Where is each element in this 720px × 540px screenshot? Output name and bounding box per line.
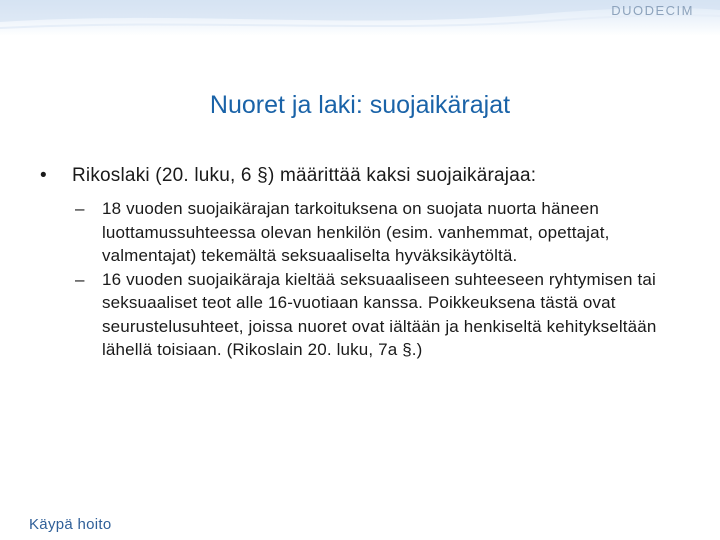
bullet-marker: •	[40, 165, 47, 186]
slide-content	[40, 162, 690, 362]
sub-bullet-item	[72, 268, 692, 362]
dash-marker: –	[75, 199, 85, 218]
kaypa-hoito-logo: Käypä hoito	[29, 516, 112, 533]
duodecim-logo: DUODECIM	[611, 3, 694, 18]
sub-bullet-list	[72, 197, 690, 362]
sub-bullet-item	[72, 197, 692, 268]
bullet-text: Rikoslaki (20. luku, 6 §) määrittää kaksi suojaikärajaa:	[72, 165, 537, 186]
sub-bullet-text: 16 vuoden suojaikäraja kieltää seksuaaliseen suhteeseen ryhtymisen tai seksuaaliset teot alle 16-vuotiaan kanssa. Poikkeuksena tästä ovat seurustelusuhteet, joissa nuoret ovat iältään ja henkiseltä kehitykseltään lähellä toisiaan. (Rikoslain 20. luku, 7a §.)	[102, 269, 657, 359]
dash-marker: –	[75, 269, 85, 289]
bullet-item	[40, 162, 690, 189]
sub-bullet-text: 18 vuoden suojaikärajan tarkoituksena on suojata nuorta häneen luottamussuhteessa olevan henkilön (esim. vanhemmat, opettajat, valmentajat) tekemältä seksuaaliselta hyväksikäytöltä.	[102, 199, 610, 265]
slide-title: Nuoret ja laki: suojaikärajat	[209, 91, 511, 119]
